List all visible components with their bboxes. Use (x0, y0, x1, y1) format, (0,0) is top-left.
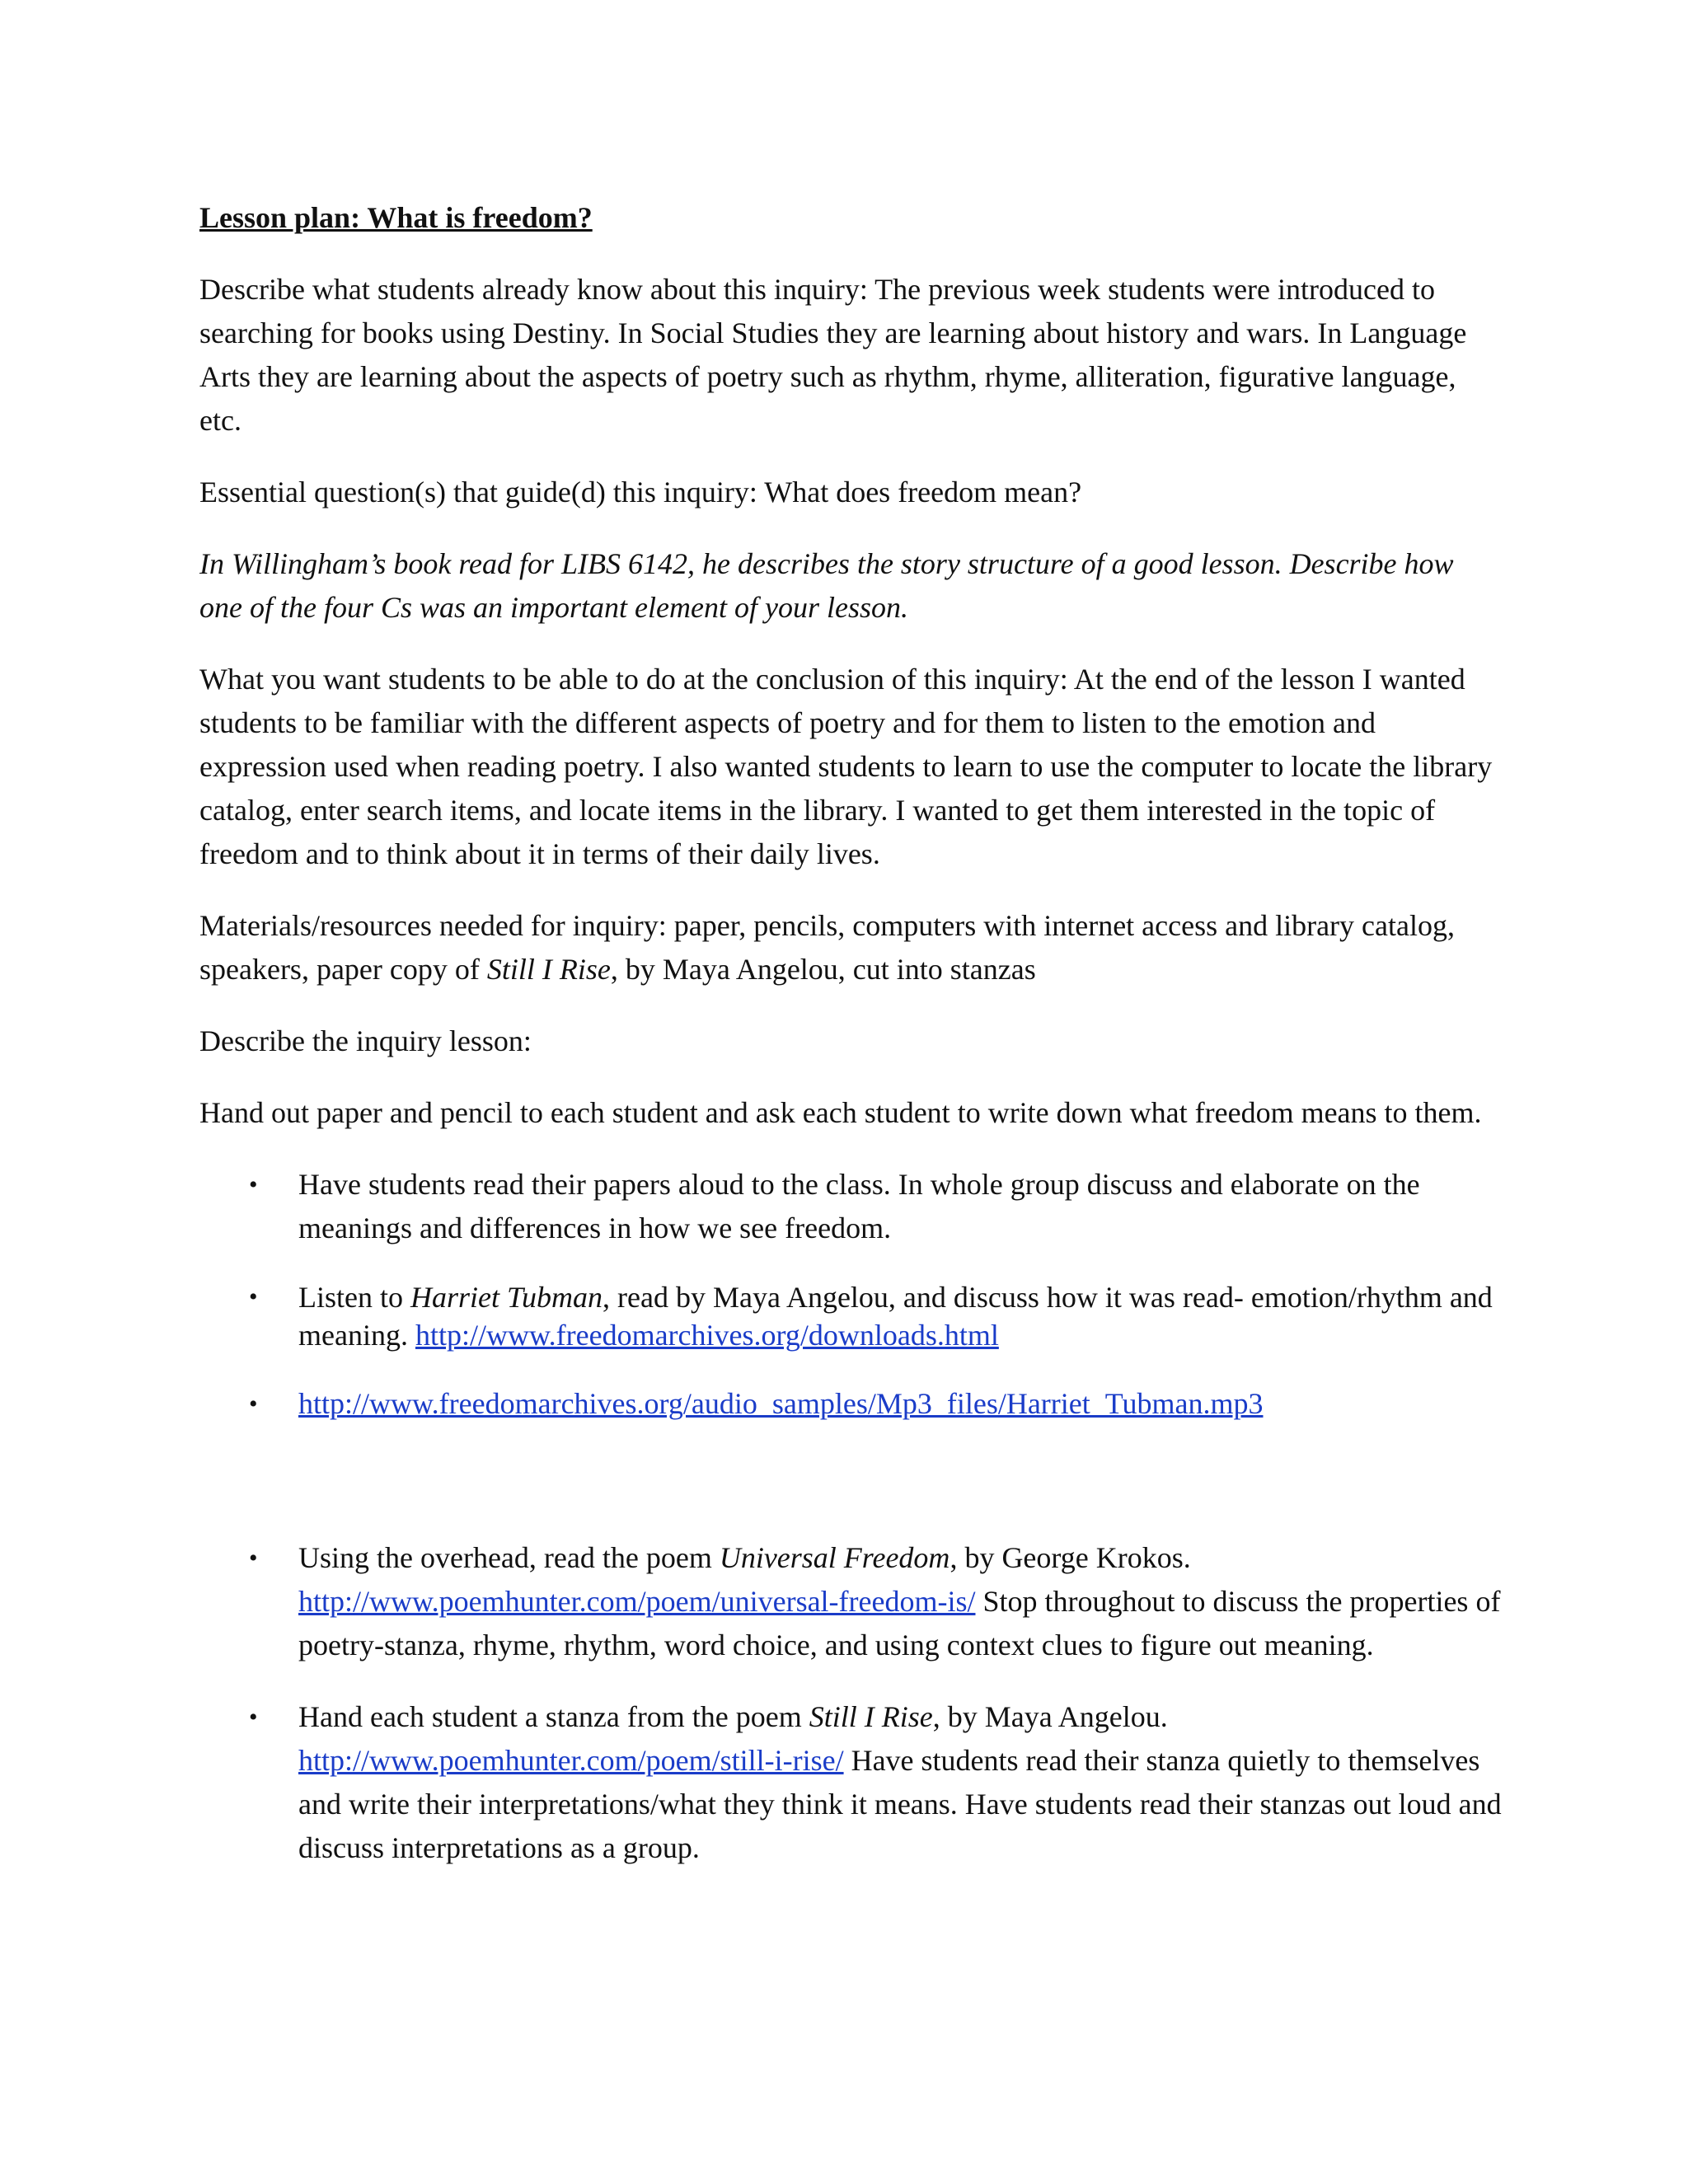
handout-paragraph: Hand out paper and pencil to each student and ask each student to write down what freedom means to them. (199, 1096, 1482, 1129)
describe-lesson-heading: Describe the inquiry lesson: (199, 1024, 532, 1057)
step-2-text-before: Listen to (298, 1281, 410, 1314)
step-4-title: Universal Freedom (719, 1541, 950, 1574)
list-item (199, 1163, 1502, 1250)
bullet-icon: • (249, 1283, 258, 1310)
step-5-text-after: , by Maya Angelou. (932, 1700, 1168, 1733)
prior-knowledge-paragraph: Describe what students already know about this inquiry: The previous week students were introduced to searching for books using Destiny. In Social Studies they are learning about history and wars. In Language Arts they are learning about the aspects of poetry such as rhythm, rhyme, alliteration, figurative language, etc. (199, 273, 1467, 437)
materials-text-after: , by Maya Angelou, cut into stanzas (610, 953, 1036, 986)
step-5-text-rest: Have students read their stanza quietly to themselves and write their interpretations/what they think it means. Have students read their stanzas out loud and discuss interpretations as a group. (298, 1744, 1502, 1864)
materials-text-before: Materials/resources needed for inquiry: paper, pencils, computers with internet access and library catalog, speakers, paper copy of (199, 909, 1455, 986)
document-page (199, 196, 1502, 1898)
materials-paragraph (199, 904, 1502, 991)
lesson-steps-list (199, 1163, 1502, 1870)
step-4-text-after: , by George Krokos. (950, 1541, 1191, 1574)
list-item (199, 1278, 1502, 1354)
step-5-text-before: Hand each student a stanza from the poem (298, 1700, 809, 1733)
harriet-tubman-mp3-link[interactable]: http://www.freedomarchives.org/audio_samples/Mp3_files/Harriet_Tubman.mp3 (298, 1387, 1264, 1420)
page-title: Lesson plan: What is freedom? (199, 201, 593, 234)
list-item (199, 1695, 1502, 1870)
bullet-icon: • (249, 1544, 258, 1572)
still-i-rise-link[interactable]: http://www.poemhunter.com/poem/still-i-rise/ (298, 1744, 844, 1777)
goals-paragraph: What you want students to be able to do at the conclusion of this inquiry: At the end of the lesson I wanted students to be familiar with the different aspects of poetry and for them to listen to the emotion and expression used when reading poetry. I also wanted students to learn to use the computer to locate the library catalog, enter search items, and locate items in the library. I wanted to get them interested in the topic of freedom and to think about it in terms of their daily lives. (199, 663, 1493, 870)
step-4-text-before: Using the overhead, read the poem (298, 1541, 720, 1574)
freedom-archives-downloads-link[interactable]: http://www.freedomarchives.org/downloads.html (415, 1319, 999, 1352)
step-4-text-rest: Stop throughout to discuss the properties of poetry-stanza, rhyme, rhythm, word choice, and using context clues to figure out meaning. (298, 1585, 1501, 1661)
materials-book-title: Still I Rise (486, 953, 611, 986)
bullet-icon: • (249, 1704, 258, 1731)
bullet-icon: • (249, 1390, 258, 1418)
list-item (199, 1536, 1502, 1667)
step-2-title: Harriet Tubman (410, 1281, 603, 1314)
step-5-title: Still I Rise (809, 1700, 933, 1733)
list-item (199, 1382, 1502, 1426)
step-2-text-after: , read by Maya Angelou, and discuss how it was read- emotion/rhythm and meaning. (298, 1281, 1493, 1352)
essential-question-paragraph: Essential question(s) that guide(d) this inquiry: What does freedom mean? (199, 476, 1082, 509)
universal-freedom-link[interactable]: http://www.poemhunter.com/poem/universal-freedom-is/ (298, 1585, 976, 1618)
willingham-prompt-paragraph: In Willingham’s book read for LIBS 6142, he describes the story structure of a good lesson. Describe how one of the four Cs was an important element of your lesson. (199, 547, 1454, 624)
bullet-icon: • (249, 1171, 258, 1198)
step-1-text: Have students read their papers aloud to the class. In whole group discuss and elaborate on the meanings and differences in how we see freedom. (298, 1168, 1420, 1244)
list-spacer (199, 1454, 1502, 1508)
